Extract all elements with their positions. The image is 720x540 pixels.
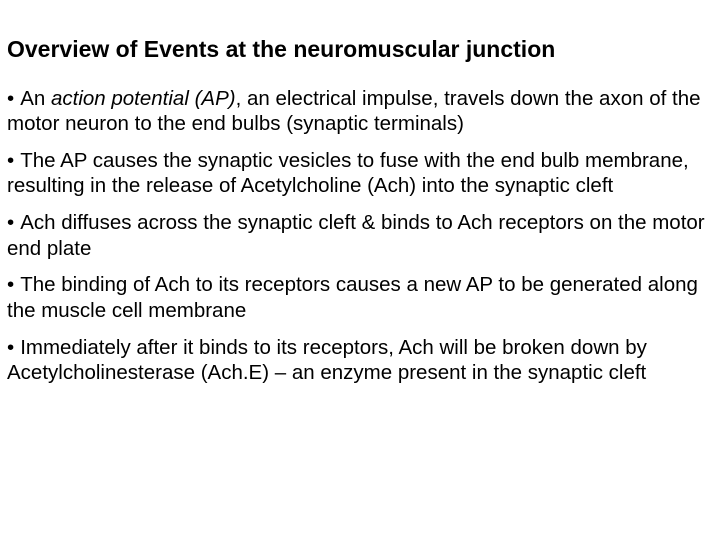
bullet-text-rest: , an electrical impulse, travels down the axon of the motor neuron to the end bulbs (synaptic terminals) xyxy=(7,86,701,136)
bullet-text: The AP causes the synaptic vesicles to fuse with the end bulb membrane, resulting in the release of Acetylcholine (Ach) into the synaptic cleft xyxy=(7,148,689,198)
bullet-text: Immediately after it binds to its receptors, Ach will be broken down by Acetylcholinesterase (Ach.E) – an enzyme present in the synaptic cleft xyxy=(7,335,647,385)
bullet-marker: • xyxy=(7,148,15,172)
bullet-text: The binding of Ach to its receptors causes a new AP to be generated along the muscle cell membrane xyxy=(7,273,698,322)
slide-title: Overview of Events at the neuromuscular junction xyxy=(7,36,556,62)
bullet-text: Ach diffuses across the synaptic cleft & binds to Ach receptors on the motor end plate xyxy=(7,211,705,260)
bullet-marker: • xyxy=(7,86,15,110)
bullet-item-2 xyxy=(7,148,708,199)
bullet-marker: • xyxy=(7,211,15,235)
bullet-marker: • xyxy=(7,335,15,359)
bullet-list xyxy=(7,86,708,386)
bullet-item-4 xyxy=(7,272,708,323)
bullet-text-lead: An xyxy=(20,86,51,110)
bullet-emphasis: action potential (AP) xyxy=(50,86,236,110)
bullet-item-5 xyxy=(7,335,708,386)
bullet-marker: • xyxy=(7,273,15,297)
bullet-item-1 xyxy=(7,86,708,137)
bullet-item-3 xyxy=(7,210,708,261)
